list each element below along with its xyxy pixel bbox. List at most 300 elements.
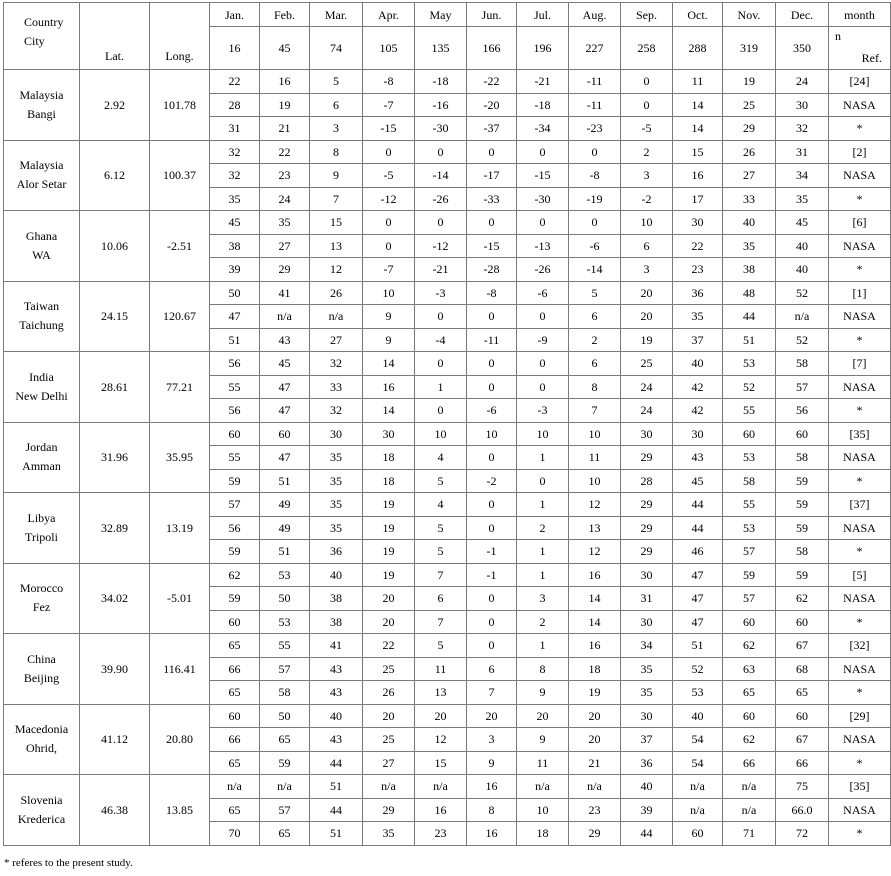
value-cell: 0 (415, 211, 467, 235)
location-cell (4, 634, 80, 705)
value-cell: 32 (210, 140, 260, 164)
value-cell: 59 (776, 493, 829, 517)
value-cell: n/a (673, 775, 723, 799)
longitude-cell: 120.67 (150, 281, 210, 352)
reference-cell: [35] (829, 422, 891, 446)
table-row (4, 775, 891, 799)
value-cell: 65 (723, 681, 776, 705)
month-header: Jul. (517, 3, 569, 27)
value-cell: -7 (363, 258, 415, 282)
value-cell: 71 (723, 822, 776, 846)
value-cell: 70 (210, 822, 260, 846)
value-cell: 43 (673, 446, 723, 470)
value-cell: 60 (776, 422, 829, 446)
value-cell: -14 (569, 258, 621, 282)
value-cell: 60 (723, 704, 776, 728)
value-cell: 65 (210, 634, 260, 658)
value-cell: 1 (517, 563, 569, 587)
value-cell: -13 (517, 234, 569, 258)
reference-cell: NASA (829, 798, 891, 822)
table-row (4, 563, 891, 587)
latitude-cell: 6.12 (80, 140, 150, 211)
value-cell: 0 (415, 305, 467, 329)
longitude-cell: 116.41 (150, 634, 210, 705)
value-cell: -14 (415, 164, 467, 188)
value-cell: 58 (776, 352, 829, 376)
value-cell: 0 (467, 140, 517, 164)
value-cell: -19 (569, 187, 621, 211)
value-cell: 63 (723, 657, 776, 681)
value-cell: 36 (673, 281, 723, 305)
day-number: 45 (260, 27, 310, 70)
value-cell: 20 (569, 704, 621, 728)
value-cell: -11 (569, 70, 621, 94)
value-cell: 10 (517, 422, 569, 446)
value-cell: 66 (210, 657, 260, 681)
value-cell: 19 (569, 681, 621, 705)
city-header: City (24, 34, 45, 48)
location-cell (4, 70, 80, 141)
value-cell: 59 (210, 587, 260, 611)
value-cell: -18 (517, 93, 569, 117)
value-cell: 23 (569, 798, 621, 822)
value-cell: 35 (776, 187, 829, 211)
location-cell (4, 775, 80, 846)
city-name: Fez (32, 600, 51, 615)
value-cell: -18 (415, 70, 467, 94)
value-cell: 36 (621, 751, 673, 775)
longitude-cell: 20.80 (150, 704, 210, 775)
value-cell: 18 (569, 657, 621, 681)
value-cell: 32 (310, 352, 363, 376)
value-cell: 31 (776, 140, 829, 164)
reference-cell: * (829, 610, 891, 634)
value-cell: 62 (776, 587, 829, 611)
value-cell: 30 (621, 563, 673, 587)
location-cell (4, 281, 80, 352)
value-cell: 37 (673, 328, 723, 352)
month-header: Nov. (723, 3, 776, 27)
value-cell: 7 (415, 563, 467, 587)
value-cell: 35 (310, 516, 363, 540)
value-cell: -15 (363, 117, 415, 141)
table-row (4, 281, 891, 305)
value-cell: 26 (363, 681, 415, 705)
value-cell: 47 (673, 563, 723, 587)
value-cell: 7 (569, 399, 621, 423)
value-cell: 57 (210, 493, 260, 517)
location-cell (4, 140, 80, 211)
value-cell: 13 (415, 681, 467, 705)
value-cell: 8 (517, 657, 569, 681)
value-cell: 27 (260, 234, 310, 258)
value-cell: -6 (467, 399, 517, 423)
value-cell: 51 (260, 469, 310, 493)
value-cell: 19 (723, 70, 776, 94)
reference-cell: [24] (829, 70, 891, 94)
value-cell: 40 (310, 563, 363, 587)
value-cell: 25 (363, 728, 415, 752)
value-cell: n/a (723, 798, 776, 822)
value-cell: 29 (363, 798, 415, 822)
value-cell: 35 (310, 446, 363, 470)
value-cell: 7 (467, 681, 517, 705)
value-cell: -6 (517, 281, 569, 305)
value-cell: 0 (467, 446, 517, 470)
latitude-cell: 39.90 (80, 634, 150, 705)
value-cell: 14 (569, 587, 621, 611)
value-cell: 60 (776, 704, 829, 728)
reference-cell: [37] (829, 493, 891, 517)
value-cell: 65 (260, 728, 310, 752)
day-number: 105 (363, 27, 415, 70)
value-cell: 0 (415, 399, 467, 423)
value-cell: 55 (210, 446, 260, 470)
value-cell: 31 (210, 117, 260, 141)
value-cell: 20 (569, 728, 621, 752)
value-cell: 40 (673, 352, 723, 376)
value-cell: 35 (310, 493, 363, 517)
value-cell: 30 (673, 422, 723, 446)
value-cell: 56 (210, 516, 260, 540)
value-cell: 60 (673, 822, 723, 846)
reference-cell: [35] (829, 775, 891, 799)
value-cell: 18 (363, 446, 415, 470)
day-number: 350 (776, 27, 829, 70)
value-cell: 14 (363, 399, 415, 423)
value-cell: 47 (673, 587, 723, 611)
country-name: Morocco (19, 581, 64, 596)
value-cell: 59 (210, 469, 260, 493)
value-cell: 58 (723, 469, 776, 493)
value-cell: 5 (415, 469, 467, 493)
value-cell: 59 (776, 563, 829, 587)
value-cell: 48 (723, 281, 776, 305)
value-cell: -33 (467, 187, 517, 211)
value-cell: 55 (260, 634, 310, 658)
reference-cell: NASA (829, 446, 891, 470)
value-cell: n/a (260, 305, 310, 329)
value-cell: 0 (517, 375, 569, 399)
value-cell: 0 (363, 140, 415, 164)
value-cell: 10 (569, 422, 621, 446)
day-number: 196 (517, 27, 569, 70)
value-cell: 10 (363, 281, 415, 305)
ref-label: Ref. (861, 51, 882, 65)
value-cell: 44 (723, 305, 776, 329)
country-name: China (27, 651, 56, 666)
value-cell: 33 (723, 187, 776, 211)
value-cell: n/a (776, 305, 829, 329)
value-cell: 32 (310, 399, 363, 423)
longitude-cell: 13.85 (150, 775, 210, 846)
value-cell: 14 (673, 93, 723, 117)
value-cell: 19 (363, 540, 415, 564)
value-cell: -2 (467, 469, 517, 493)
value-cell: -11 (569, 93, 621, 117)
value-cell: 25 (363, 657, 415, 681)
value-cell: 16 (673, 164, 723, 188)
value-cell: 57 (723, 587, 776, 611)
value-cell: 13 (569, 516, 621, 540)
value-cell: -3 (517, 399, 569, 423)
value-cell: 8 (569, 375, 621, 399)
n-label: n (835, 29, 841, 43)
value-cell: 11 (569, 446, 621, 470)
value-cell: 30 (776, 93, 829, 117)
value-cell: -4 (415, 328, 467, 352)
value-cell: 47 (210, 305, 260, 329)
location-cell (4, 563, 80, 634)
value-cell: 0 (467, 516, 517, 540)
country-name: Malaysia (19, 87, 64, 102)
city-name: Ohrid, (26, 741, 57, 756)
value-cell: 35 (621, 657, 673, 681)
latitude-cell: 41.12 (80, 704, 150, 775)
reference-cell: * (829, 399, 891, 423)
value-cell: 60 (723, 610, 776, 634)
value-cell: 42 (673, 399, 723, 423)
value-cell: 9 (310, 164, 363, 188)
value-cell: 34 (776, 164, 829, 188)
value-cell: 38 (723, 258, 776, 282)
value-cell: 53 (723, 516, 776, 540)
value-cell: 28 (621, 469, 673, 493)
value-cell: 29 (621, 446, 673, 470)
value-cell: 45 (776, 211, 829, 235)
value-cell: -16 (415, 93, 467, 117)
value-cell: 65 (210, 681, 260, 705)
reference-cell: * (829, 117, 891, 141)
reference-cell: * (829, 540, 891, 564)
value-cell: 45 (210, 211, 260, 235)
value-cell: 66 (723, 751, 776, 775)
value-cell: 20 (621, 305, 673, 329)
month-header: Dec. (776, 3, 829, 27)
value-cell: 26 (310, 281, 363, 305)
value-cell: -3 (415, 281, 467, 305)
value-cell: 10 (467, 422, 517, 446)
latitude-cell: 2.92 (80, 70, 150, 141)
value-cell: -8 (569, 164, 621, 188)
value-cell: -5 (621, 117, 673, 141)
value-cell: 9 (363, 305, 415, 329)
value-cell: 18 (363, 469, 415, 493)
value-cell: 23 (415, 822, 467, 846)
value-cell: 19 (363, 563, 415, 587)
value-cell: 29 (723, 117, 776, 141)
value-cell: 51 (210, 328, 260, 352)
value-cell: 0 (517, 211, 569, 235)
value-cell: 10 (415, 422, 467, 446)
value-cell: -1 (467, 563, 517, 587)
value-cell: 25 (723, 93, 776, 117)
value-cell: 5 (415, 516, 467, 540)
value-cell: -34 (517, 117, 569, 141)
longitude-cell: 13.19 (150, 493, 210, 564)
value-cell: 23 (673, 258, 723, 282)
value-cell: n/a (415, 775, 467, 799)
value-cell: n/a (569, 775, 621, 799)
value-cell: 44 (310, 798, 363, 822)
value-cell: 7 (310, 187, 363, 211)
value-cell: 0 (517, 469, 569, 493)
value-cell: 8 (467, 798, 517, 822)
value-cell: 8 (310, 140, 363, 164)
value-cell: n/a (210, 775, 260, 799)
lat-header: Lat. (80, 3, 150, 70)
value-cell: 31 (621, 587, 673, 611)
value-cell: 24 (621, 375, 673, 399)
value-cell: 24 (621, 399, 673, 423)
day-number: 135 (415, 27, 467, 70)
value-cell: 41 (310, 634, 363, 658)
value-cell: 30 (363, 422, 415, 446)
value-cell: 32 (210, 164, 260, 188)
value-cell: 5 (310, 70, 363, 94)
latitude-cell: 31.96 (80, 422, 150, 493)
value-cell: 51 (310, 775, 363, 799)
value-cell: 4 (415, 493, 467, 517)
value-cell: 44 (621, 822, 673, 846)
value-cell: 16 (569, 563, 621, 587)
city-name: WA (32, 247, 51, 262)
reference-cell: [7] (829, 352, 891, 376)
value-cell: 52 (776, 281, 829, 305)
value-cell: 52 (673, 657, 723, 681)
value-cell: 60 (776, 610, 829, 634)
value-cell: 0 (415, 140, 467, 164)
value-cell: 62 (723, 728, 776, 752)
value-cell: 12 (569, 540, 621, 564)
value-cell: 67 (776, 634, 829, 658)
value-cell: 40 (310, 704, 363, 728)
value-cell: 15 (310, 211, 363, 235)
month-header: Apr. (363, 3, 415, 27)
day-number: 166 (467, 27, 517, 70)
value-cell: -20 (467, 93, 517, 117)
long-header: Long. (150, 3, 210, 70)
value-cell: -23 (569, 117, 621, 141)
value-cell: 16 (363, 375, 415, 399)
value-cell: 55 (210, 375, 260, 399)
reference-cell: [32] (829, 634, 891, 658)
table-row (4, 352, 891, 376)
value-cell: 32 (776, 117, 829, 141)
value-cell: 6 (415, 587, 467, 611)
value-cell: 47 (260, 375, 310, 399)
country-name: Malaysia (19, 158, 64, 173)
value-cell: -21 (415, 258, 467, 282)
reference-cell: [6] (829, 211, 891, 235)
value-cell: -12 (363, 187, 415, 211)
latitude-cell: 34.02 (80, 563, 150, 634)
value-cell: 20 (363, 704, 415, 728)
value-cell: 38 (310, 610, 363, 634)
value-cell: 66 (776, 751, 829, 775)
value-cell: 46 (673, 540, 723, 564)
value-cell: 5 (569, 281, 621, 305)
value-cell: -7 (363, 93, 415, 117)
value-cell: 60 (210, 610, 260, 634)
day-number: 258 (621, 27, 673, 70)
value-cell: 2 (621, 140, 673, 164)
value-cell: 35 (260, 211, 310, 235)
reference-cell: * (829, 258, 891, 282)
latitude-cell: 24.15 (80, 281, 150, 352)
value-cell: 66.0 (776, 798, 829, 822)
value-cell: n/a (310, 305, 363, 329)
value-cell: 35 (310, 469, 363, 493)
value-cell: n/a (673, 798, 723, 822)
value-cell: 0 (517, 305, 569, 329)
city-name: Bangi (27, 106, 56, 121)
value-cell: 18 (517, 822, 569, 846)
value-cell: 50 (260, 704, 310, 728)
reference-cell: * (829, 469, 891, 493)
reference-cell: * (829, 751, 891, 775)
month-header: Mar. (310, 3, 363, 27)
day-number: 16 (210, 27, 260, 70)
country-name: Libya (27, 510, 56, 525)
value-cell: 9 (517, 681, 569, 705)
city-name: Tripoli (25, 529, 58, 544)
value-cell: -30 (517, 187, 569, 211)
value-cell: 53 (260, 610, 310, 634)
value-cell: 45 (260, 352, 310, 376)
country-name: India (29, 369, 54, 384)
value-cell: 0 (569, 140, 621, 164)
value-cell: 29 (569, 822, 621, 846)
value-cell: 43 (310, 681, 363, 705)
value-cell: 0 (467, 587, 517, 611)
value-cell: 5 (415, 634, 467, 658)
value-cell: -21 (517, 70, 569, 94)
value-cell: 60 (210, 422, 260, 446)
footnote: * referes to the present study. (4, 857, 133, 869)
table-row (4, 634, 891, 658)
value-cell: n/a (260, 775, 310, 799)
value-cell: 60 (260, 422, 310, 446)
value-cell: 6 (467, 657, 517, 681)
value-cell: 16 (415, 798, 467, 822)
reference-cell: NASA (829, 93, 891, 117)
longitude-cell: 77.21 (150, 352, 210, 423)
value-cell: 58 (776, 540, 829, 564)
value-cell: -6 (569, 234, 621, 258)
value-cell: 42 (673, 375, 723, 399)
value-cell: 0 (467, 352, 517, 376)
day-number: 74 (310, 27, 363, 70)
longitude-cell: -5.01 (150, 563, 210, 634)
value-cell: 6 (569, 305, 621, 329)
value-cell: 15 (415, 751, 467, 775)
value-cell: 14 (363, 352, 415, 376)
reference-cell: NASA (829, 587, 891, 611)
value-cell: 57 (723, 540, 776, 564)
latitude-cell: 32.89 (80, 493, 150, 564)
value-cell: 14 (673, 117, 723, 141)
value-cell: 6 (621, 234, 673, 258)
value-cell: -37 (467, 117, 517, 141)
value-cell: -8 (467, 281, 517, 305)
value-cell: 65 (210, 798, 260, 822)
value-cell: 72 (776, 822, 829, 846)
value-cell: n/a (517, 775, 569, 799)
table-row (4, 422, 891, 446)
reference-cell: NASA (829, 305, 891, 329)
city-name: Krederica (17, 811, 66, 826)
